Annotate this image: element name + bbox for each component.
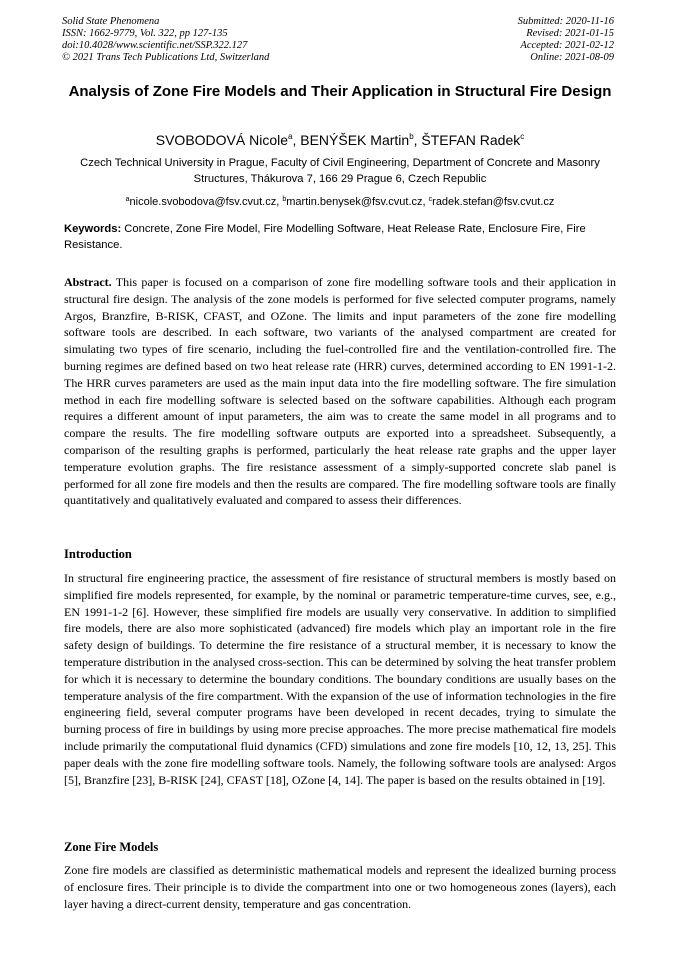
author: ŠTEFAN Radek$^c$	[421, 132, 525, 148]
abstract-label: Abstract.	[64, 275, 112, 289]
email-address[interactable]: $^c$radek.stefan@fsv.cvut.cz	[428, 196, 555, 208]
zone-fire-models-paragraph: Zone fire models are classified as deterministic mathematical models and represent the idealized burning process of enclosure fires. Their principle is to divide the compartment into one or two homogeneous zones (layers), each layer having a direct-current density, temperature and gas concentration.	[64, 863, 616, 911]
keywords-text: Concrete, Zone Fire Model, Fire Modelling Software, Heat Release Rate, Enclosure Fire, Fire Resistance.	[64, 223, 586, 251]
author-emails: $^a$nicole.svobodova@fsv.cvut.cz, $^b$martin.benysek@fsv.cvut.cz, $^c$radek.stefan@fsv.cvut.cz	[125, 196, 555, 208]
copyright: © 2021 Trans Tech Publications Ltd, Switzerland	[62, 52, 270, 63]
abstract	[64, 274, 616, 509]
doi[interactable]: doi:10.4028/www.scientific.net/SSP.322.127	[62, 40, 248, 51]
keywords-label: Keywords:	[64, 223, 122, 235]
author: SVOBODOVÁ Nicole$^a$,	[155, 132, 301, 148]
introduction-paragraph: In structural fire engineering practice, the assessment of fire resistance of structural members is mostly based on simplified fire models represented, for example, by the nominal or parametric temperature-time curves, see, e.g., EN 1991-1-2 [6]. However, these simplified fire models are usually very conservative. In addition to simplified fire models, there are also more sophisticated (advanced) fire models which play an important role in the fire safety design of buildings. To determine the fire resistance of a structural member, it is necessary to know the temperature distribution in the analysed cross-section. This can be determined by solving the heat transfer problem for which it is necessary to determine the boundary conditions. The boundary conditions are usually bases on the temperature analysis of the fire compartment. With the expansion of the use of information technologies in the fire engineering field, several computer programs have been developed in recent decades, trying to simulate the burning process of fire in buildings by using more precise approaches. The more precise mathematical fire models include primarily the computational fluid dynamics (CFD) simulations and zone fire models [10, 12, 13, 25]. This paper deals with the zone fire modelling software tools. Namely, the following software tools are analysed: Argos [5], Branzfire [23], B-RISK [24], CFAST [18], OZone [4, 14]. The paper is based on the results obtained in [19].	[64, 571, 616, 787]
affiliation: Czech Technical University in Prague, Faculty of Civil Engineering, Department of Concrete and Masonry Structures, Thákurova 7, 166 29 Prague 6, Czech Republic	[80, 157, 600, 185]
paper-title: Analysis of Zone Fire Models and Their Application in Structural Fire Design	[68, 83, 612, 100]
journal-name: Solid State Phenomena	[62, 16, 160, 27]
submitted-date: Submitted: 2020-11-16	[517, 16, 614, 27]
email-address[interactable]: $^b$martin.benysek@fsv.cvut.cz	[282, 196, 423, 208]
author-list	[64, 128, 616, 149]
author: BENÝŠEK Martin$^b$,	[300, 132, 422, 148]
keywords	[64, 221, 616, 253]
accepted-date: Accepted: 2021-02-12	[520, 40, 614, 51]
abstract-text: This paper is focused on a comparison of zone fire modelling software tools and their application in structural fire design. The analysis of the zone models is performed for five selected computer programs, namely Argos, Branzfire, B-RISK, CFAST, and OZone. The limits and input parameters of the zone fire modelling software tools are described. In each software, two variants of the analysed compartment are created for simulating two types of fire scenario, including the fuel-controlled fire and the ventilation-controlled fire. The burning regimes are defined based on two heat release rate (HRR) curves, determined according to EN 1991-1-2. The HRR curves parameters are used as the main input data into the fire modelling software. The fire simulation method in each fire modelling software is selected based on the software capabilities. Although each program requires a different amount of input parameters, the aim was to create the same model in all programs and to compare the results. The fire modelling software outputs are exported into a spreadsheet. Subsequently, a comparison of the resulting graphs is performed, particularly the heat release rate graphs and the upper layer temperature evolution graphs. The fire resistance assessment of a simply-supported concrete slab panel is performed for all zone fire models and then the results are compared. The fire modelling software tools are finally quantitatively and qualitatively evaluated and compared to assess their differences.	[64, 275, 616, 508]
publication-dates	[518, 16, 614, 64]
revised-date: Revised: 2021-01-15	[526, 28, 614, 39]
email-address[interactable]: $^a$nicole.svobodova@fsv.cvut.cz	[125, 196, 277, 208]
journal-info	[62, 16, 269, 64]
zone-fire-models-heading: Zone Fire Models	[64, 840, 159, 854]
online-date: Online: 2021-08-09	[530, 52, 614, 63]
introduction-heading: Introduction	[64, 547, 132, 561]
issn-volume-pages: ISSN: 1662-9779, Vol. 322, pp 127-135	[62, 28, 228, 39]
